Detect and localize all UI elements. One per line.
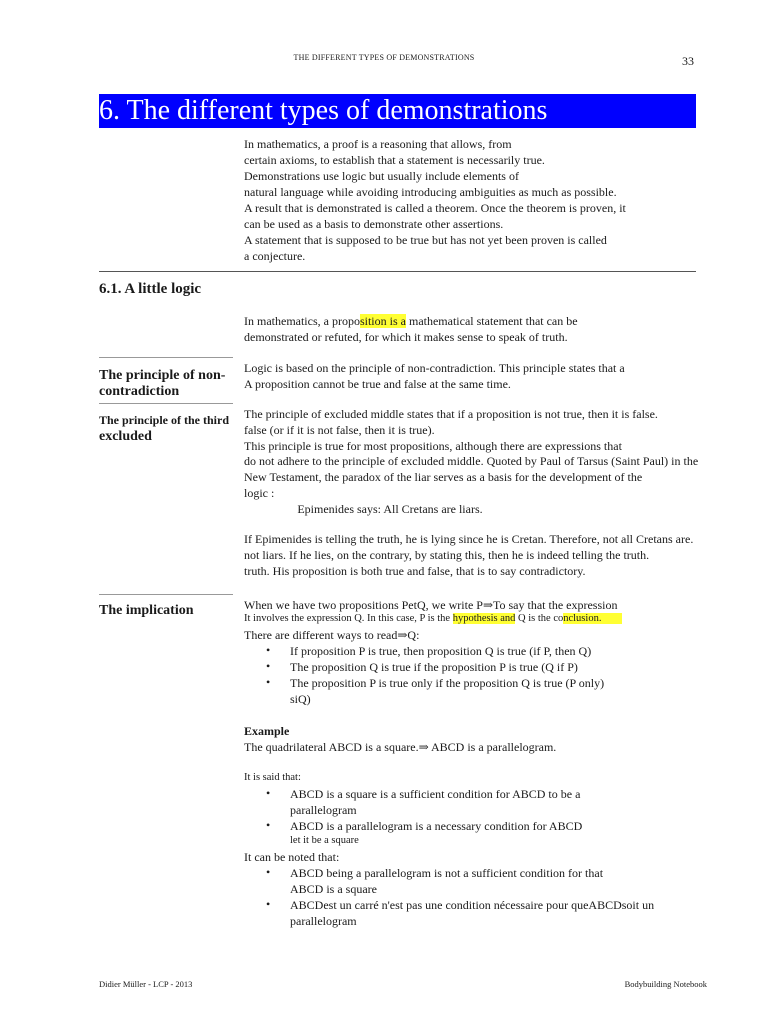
footer-title: Bodybuilding Notebook [624, 979, 707, 989]
bullet-marker: • [266, 865, 271, 879]
paragraph-line: There are different ways to read⇒Q: [244, 628, 420, 642]
list-item-continuation: ABCD is a square [290, 882, 377, 896]
paragraph-line: do not adhere to the principle of excluded middle. Quoted by Paul of Tarsus (Saint Paul) in the [244, 454, 699, 468]
side-divider [99, 594, 233, 595]
paragraph-line: demonstrated or refuted, for which it makes sense to speak of truth. [244, 330, 568, 344]
paragraph-line: It can be noted that: [244, 850, 340, 864]
paragraph-line: If Epimenides is telling the truth, he is lying since he is Cretan. Therefore, not all Cretans are. [244, 532, 694, 546]
intro-line: natural language while avoiding introducing ambiguities as much as possible. [244, 185, 617, 199]
intro-line: A result that is demonstrated is called a theorem. Once the theorem is proven, it [244, 201, 626, 215]
intro-line: can be used as a basis to demonstrate other assertions. [244, 217, 504, 231]
section-title: 6.1. A little logic [99, 281, 202, 297]
list-item: ABCD being a parallelogram is not a sufficient condition for that [290, 866, 604, 880]
list-item-continuation: parallelogram [290, 914, 357, 928]
bullet-marker: • [266, 818, 271, 832]
list-item-continuation: siQ) [290, 692, 311, 706]
list-item-continuation: let it be a square [290, 835, 359, 846]
highlighted-text: sition is a [359, 314, 406, 328]
intro-line: A statement that is supposed to be true but has not yet been proven is called [244, 233, 607, 247]
running-title: THE DIFFERENT TYPES OF DEMONSTRATIONS [293, 53, 475, 62]
side-divider [99, 403, 233, 404]
bullet-marker: • [266, 786, 271, 800]
paragraph-line: logic : [244, 486, 275, 500]
paragraph-line: This principle is true for most propositions, although there are expressions that [244, 439, 622, 453]
list-item-continuation: parallelogram [290, 803, 357, 817]
list-item: ABCD is a parallelogram is a necessary condition for ABCD [290, 819, 583, 833]
intro-line: In mathematics, a proof is a reasoning that allows, from [244, 137, 512, 151]
quote: Epimenides says: All Cretans are liars. [297, 502, 483, 516]
bullet-marker: • [266, 675, 271, 689]
paragraph-line: not liars. If he lies, on the contrary, by stating this, then he is indeed telling the truth. [244, 548, 650, 562]
footer-author: Didier Müller - LCP - 2013 [99, 979, 193, 989]
paragraph-line: It involves the expression Q. In this case, P is the hypothesis and Q is the conclusion. [244, 613, 623, 624]
bullet-marker: • [266, 897, 271, 911]
bullet-marker: • [266, 643, 271, 657]
side-heading-implication: The implication [99, 603, 194, 618]
paragraph-line: It is said that: [244, 772, 301, 783]
side-heading-noncontradiction: The principle of non- contradiction [99, 368, 226, 399]
highlighted-text: hypothesis and [452, 613, 516, 624]
list-item: ABCDest un carré n'est pas une condition nécessaire pour queABCDsoit un [290, 898, 655, 912]
paragraph-line: The principle of excluded middle states that if a proposition is not true, then it is false. [244, 407, 658, 421]
bullet-marker: • [266, 659, 271, 673]
section-divider [99, 271, 696, 272]
paragraph-line: New Testament, the paradox of the liar serves as a basis for the development of the [244, 470, 643, 484]
paragraph-line: In mathematics, a proposition is a mathematical statement that can be [244, 314, 578, 328]
list-item: If proposition P is true, then proposition Q is true (if P, then Q) [290, 644, 592, 658]
paragraph-line: When we have two propositions PetQ, we write P⇒To say that the expression [244, 598, 618, 612]
list-item: The proposition Q is true if the proposition P is true (Q if P) [290, 660, 578, 674]
paragraph-line: truth. His proposition is both true and false, that is to say contradictory. [244, 564, 586, 578]
page-number: 33 [682, 54, 694, 68]
example-heading: Example [244, 724, 290, 738]
paragraph-line: Logic is based on the principle of non-contradiction. This principle states that a [244, 361, 625, 375]
paragraph-line: A proposition cannot be true and false at the same time. [244, 377, 511, 391]
list-item: The proposition P is true only if the proposition Q is true (P only) [290, 676, 605, 690]
intro-line: a conjecture. [244, 249, 306, 263]
side-heading-third-excluded: The principle of the third excluded [99, 413, 230, 444]
paragraph-line: false (or if it is not false, then it is true). [244, 423, 435, 437]
highlighted-text: nclusion. [563, 613, 623, 624]
side-divider [99, 357, 233, 358]
list-item: ABCD is a square is a sufficient condition for ABCD to be a [290, 787, 581, 801]
chapter-title: 6. The different types of demonstrations [99, 94, 696, 128]
paragraph-line: The quadrilateral ABCD is a square.⇒ ABCD is a parallelogram. [244, 740, 557, 754]
intro-line: certain axioms, to establish that a statement is necessarily true. [244, 153, 545, 167]
intro-line: Demonstrations use logic but usually include elements of [244, 169, 519, 183]
